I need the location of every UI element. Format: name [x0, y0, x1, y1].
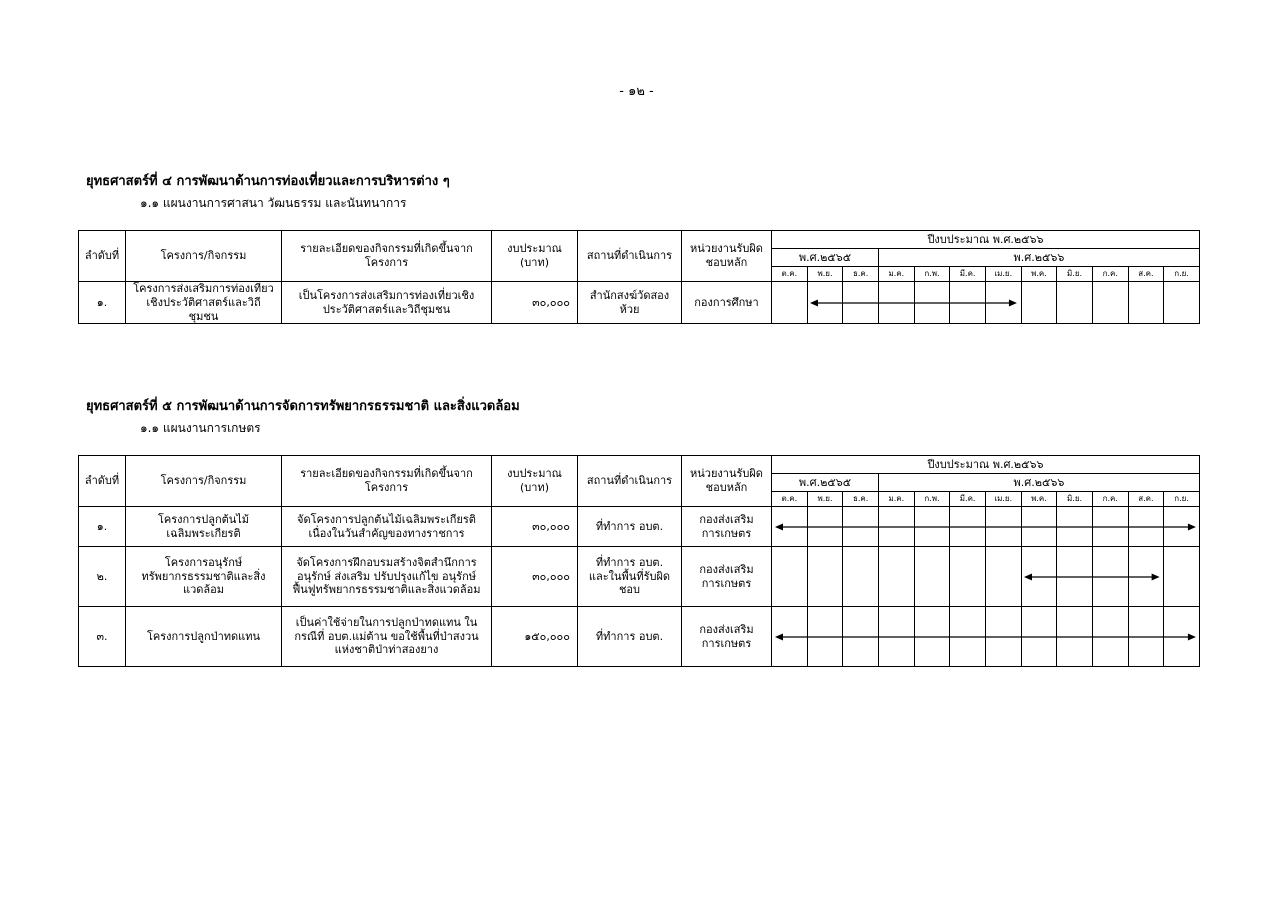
- month-cell: [950, 607, 986, 667]
- month-cell: [1057, 282, 1093, 324]
- header-month: ม.ค.: [878, 267, 914, 282]
- header-month: ก.พ.: [914, 492, 950, 507]
- month-cell: [843, 282, 879, 324]
- row-no: ๓.: [79, 607, 126, 667]
- month-cell: [950, 547, 986, 607]
- month-cell: [807, 507, 843, 547]
- row-detail: เป็นโครงการส่งเสริมการท่องเที่ยวเชิงประวัติศาสตร์และวิถีชุมชน: [282, 282, 492, 324]
- row-budget: ๓๐,๐๐๐: [492, 282, 578, 324]
- month-cell: [1128, 507, 1164, 547]
- row-project: โครงการอนุรักษ์ทรัพยากรธรรมชาติและสิ่งแวดล้อม: [126, 547, 282, 607]
- month-cell: [772, 507, 808, 547]
- header-month: ส.ค.: [1128, 267, 1164, 282]
- header-month: มิ.ย.: [1057, 492, 1093, 507]
- month-cell: [914, 547, 950, 607]
- month-cell: [1092, 607, 1128, 667]
- month-cell: [772, 607, 808, 667]
- month-cell: [772, 547, 808, 607]
- strategy-title-5: ยุทธศาสตร์ที่ ๕ การพัฒนาด้านการจัดการทรัพยากรธรรมชาติ และสิ่งแวดล้อม: [86, 399, 520, 414]
- month-cell: [807, 282, 843, 324]
- header-month: มี.ค.: [950, 267, 986, 282]
- header-month: ก.ย.: [1164, 267, 1200, 282]
- month-cell: [1128, 282, 1164, 324]
- month-cell: [914, 507, 950, 547]
- month-cell: [878, 607, 914, 667]
- month-cell: [1021, 507, 1057, 547]
- month-cell: [878, 282, 914, 324]
- row-place: สำนักสงฆ์วัดสองห้วย: [578, 282, 682, 324]
- month-cell: [807, 607, 843, 667]
- month-cell: [1057, 547, 1093, 607]
- header-fiscal-year: ปีงบประมาณ พ.ศ.๒๕๖๖: [772, 456, 1200, 474]
- header-project: โครงการ/กิจกรรม: [126, 231, 282, 282]
- month-cell: [1164, 547, 1200, 607]
- header-month: เม.ย.: [985, 267, 1021, 282]
- row-project: โครงการปลูกต้นไม้เฉลิมพระเกียรติ: [126, 507, 282, 547]
- row-no: ๑.: [79, 507, 126, 547]
- plan-title-religion: ๑.๑ แผนงานการศาสนา วัฒนธรรม และนันทนาการ: [140, 196, 407, 210]
- table-row: [79, 507, 1200, 547]
- header-month: มิ.ย.: [1057, 267, 1093, 282]
- header-month: ก.ค.: [1092, 267, 1128, 282]
- project-table-strategy-4: [78, 230, 1200, 324]
- header-month: พ.ค.: [1021, 267, 1057, 282]
- month-cell: [1021, 282, 1057, 324]
- month-cell: [950, 282, 986, 324]
- month-cell: [1092, 282, 1128, 324]
- row-project: โครงการส่งเสริมการท่องเที่ยวเชิงประวัติศาสตร์และวิถีชุมชน: [126, 282, 282, 324]
- row-detail: จัดโครงการฝึกอบรมสร้างจิตสำนึกการอนุรักษ์ ส่งเสริม ปรับปรุงแก้ไข อนุรักษ์ฟื้นฟูทรัพยากรธรรมชาติและสิ่งแวดล้อม: [282, 547, 492, 607]
- row-place: ที่ทำการ อบต.: [578, 507, 682, 547]
- header-month: ก.พ.: [914, 267, 950, 282]
- header-month: ก.ย.: [1164, 492, 1200, 507]
- header-no: ลำดับที่: [79, 231, 126, 282]
- header-detail: รายละเอียดของกิจกรรมที่เกิดขึ้นจากโครงการ: [282, 231, 492, 282]
- header-year-2565: พ.ศ.๒๕๖๕: [772, 474, 879, 492]
- row-unit: กองส่งเสริมการเกษตร: [682, 547, 772, 607]
- month-cell: [985, 607, 1021, 667]
- header-project: โครงการ/กิจกรรม: [126, 456, 282, 507]
- month-cell: [1057, 607, 1093, 667]
- header-year-2566: พ.ศ.๒๕๖๖: [878, 249, 1199, 267]
- month-cell: [1164, 607, 1200, 667]
- row-detail: จัดโครงการปลูกต้นไม้เฉลิมพระเกียรติเนื่องในวันสำคัญของทางราชการ: [282, 507, 492, 547]
- header-month: มี.ค.: [950, 492, 986, 507]
- header-month: ส.ค.: [1128, 492, 1164, 507]
- month-cell: [843, 607, 879, 667]
- month-cell: [843, 507, 879, 547]
- month-cell: [985, 547, 1021, 607]
- header-place: สถานที่ดำเนินการ: [578, 456, 682, 507]
- project-table-strategy-5: [78, 455, 1200, 667]
- month-cell: [878, 507, 914, 547]
- header-month: พ.ย.: [807, 492, 843, 507]
- month-cell: [1021, 607, 1057, 667]
- header-unit: หน่วยงานรับผิดชอบหลัก: [682, 231, 772, 282]
- header-budget: งบประมาณ (บาท): [492, 456, 578, 507]
- row-project: โครงการปลูกป่าทดแทน: [126, 607, 282, 667]
- strategy-title-4: ยุทธศาสตร์ที่ ๔ การพัฒนาด้านการท่องเที่ยวและการบริหารต่าง ๆ: [86, 174, 450, 189]
- header-month: ต.ค.: [772, 267, 808, 282]
- month-cell: [1164, 507, 1200, 547]
- month-cell: [878, 547, 914, 607]
- header-month: ธ.ค.: [843, 492, 879, 507]
- page-number: - ๑๒ -: [619, 84, 654, 99]
- row-no: ๒.: [79, 547, 126, 607]
- header-month: ม.ค.: [878, 492, 914, 507]
- month-cell: [914, 282, 950, 324]
- header-unit: หน่วยงานรับผิดชอบหลัก: [682, 456, 772, 507]
- row-detail: เป็นค่าใช้จ่ายในการปลูกป่าทดแทน ในกรณีที่ อบต.แม่ต้าน ขอใช้พื้นที่ป่าสงวนแห่งชาติป่าท่าสองยาง: [282, 607, 492, 667]
- header-budget: งบประมาณ (บาท): [492, 231, 578, 282]
- row-budget: ๓๐,๐๐๐: [492, 507, 578, 547]
- header-month: พ.ย.: [807, 267, 843, 282]
- month-cell: [985, 507, 1021, 547]
- header-year-2565: พ.ศ.๒๕๖๕: [772, 249, 879, 267]
- table-row: [79, 282, 1200, 324]
- month-cell: [1164, 282, 1200, 324]
- header-month: ธ.ค.: [843, 267, 879, 282]
- row-unit: กองการศึกษา: [682, 282, 772, 324]
- month-cell: [985, 282, 1021, 324]
- month-cell: [1057, 507, 1093, 547]
- header-fiscal-year: ปีงบประมาณ พ.ศ.๒๕๖๖: [772, 231, 1200, 249]
- month-cell: [1128, 607, 1164, 667]
- header-month: พ.ค.: [1021, 492, 1057, 507]
- row-place: ที่ทำการ อบต. และในพื้นที่รับผิดชอบ: [578, 547, 682, 607]
- row-budget: ๑๕๐,๐๐๐: [492, 607, 578, 667]
- month-cell: [1092, 507, 1128, 547]
- row-unit: กองส่งเสริมการเกษตร: [682, 507, 772, 547]
- header-month: ก.ค.: [1092, 492, 1128, 507]
- table-row: [79, 607, 1200, 667]
- month-cell: [1021, 547, 1057, 607]
- month-cell: [772, 282, 808, 324]
- row-place: ที่ทำการ อบต.: [578, 607, 682, 667]
- header-no: ลำดับที่: [79, 456, 126, 507]
- header-detail: รายละเอียดของกิจกรรมที่เกิดขึ้นจากโครงการ: [282, 456, 492, 507]
- month-cell: [950, 507, 986, 547]
- month-cell: [843, 547, 879, 607]
- header-month: เม.ย.: [985, 492, 1021, 507]
- header-year-2566: พ.ศ.๒๕๖๖: [878, 474, 1199, 492]
- plan-title-agriculture: ๑.๑ แผนงานการเกษตร: [140, 421, 261, 435]
- table-row: [79, 547, 1200, 607]
- header-month: ต.ค.: [772, 492, 808, 507]
- row-no: ๑.: [79, 282, 126, 324]
- month-cell: [914, 607, 950, 667]
- row-budget: ๓๐,๐๐๐: [492, 547, 578, 607]
- month-cell: [807, 547, 843, 607]
- header-place: สถานที่ดำเนินการ: [578, 231, 682, 282]
- row-unit: กองส่งเสริมการเกษตร: [682, 607, 772, 667]
- month-cell: [1092, 547, 1128, 607]
- month-cell: [1128, 547, 1164, 607]
